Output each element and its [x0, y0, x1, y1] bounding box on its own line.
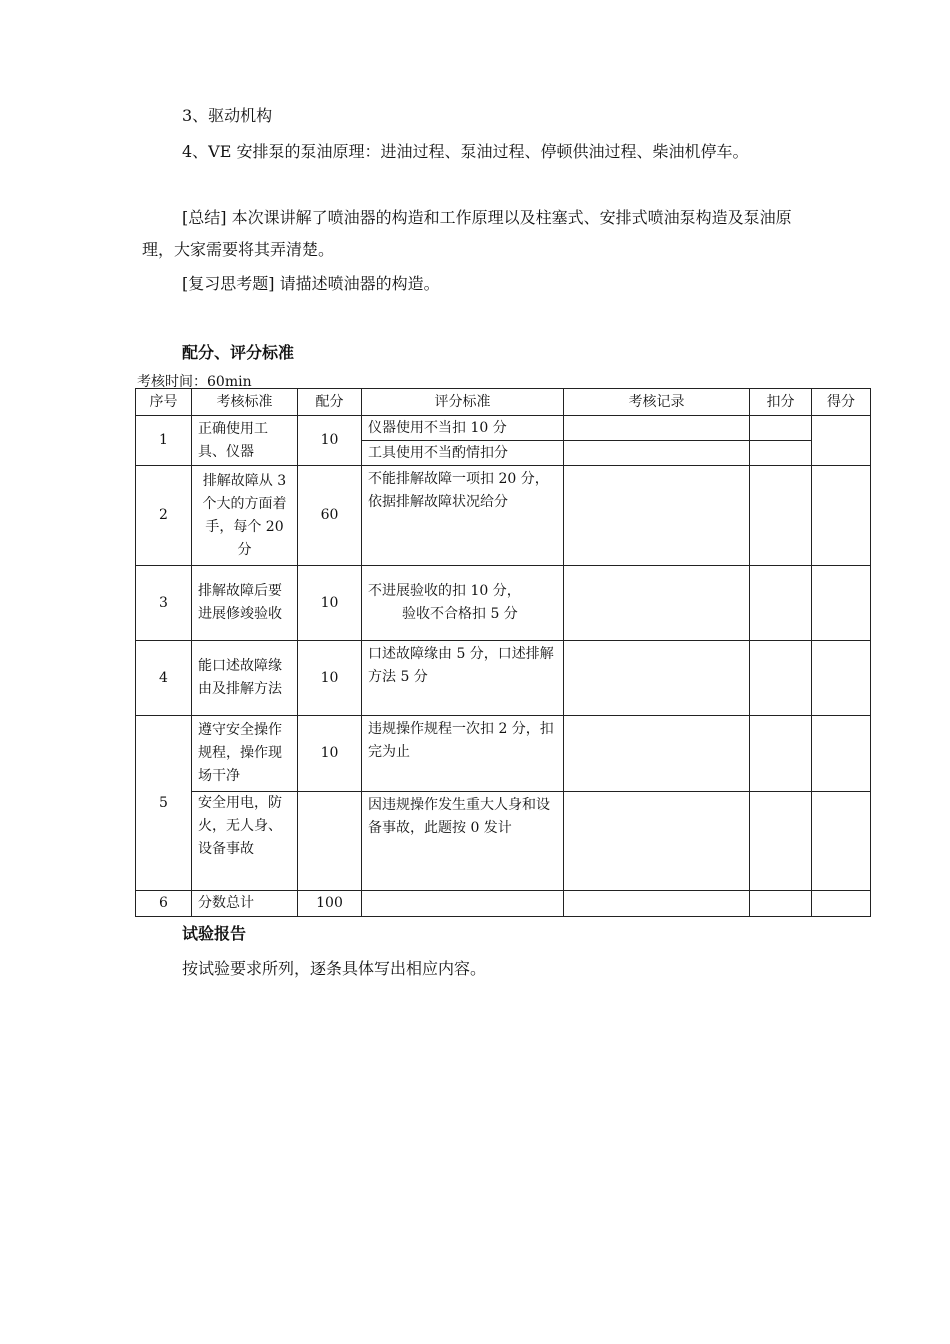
row-points: 10 — [298, 716, 362, 792]
row-standard: 分数总计 — [192, 891, 298, 917]
paragraph-ve-pump-principle: 4、VE 安排泵的泵油原理：进油过程、泵油过程、停顿供油过程、柴油机停车。 — [182, 142, 749, 161]
section-title-scoring: 配分、评分标准 — [182, 343, 295, 362]
table-row — [136, 416, 871, 441]
row-record — [564, 441, 750, 466]
row-criteria: 口述故障缘由 5 分，口述排解方法 5 分 — [362, 641, 564, 716]
table-header-row — [136, 389, 871, 416]
row-score — [812, 891, 871, 917]
table-row — [136, 641, 871, 716]
row-no: 1 — [136, 416, 192, 466]
header-deduction: 扣分 — [750, 389, 812, 416]
row-criteria: 不能排解故障一项扣 20 分，依据排解故障状况给分 — [362, 466, 564, 566]
header-criteria: 评分标准 — [362, 389, 564, 416]
row-record — [564, 891, 750, 917]
row-points: 10 — [298, 416, 362, 466]
row-deduction — [750, 466, 812, 566]
row-points: 10 — [298, 566, 362, 641]
row-score — [812, 641, 871, 716]
row-standard: 排解故障从 3 个大的方面着手，每个 20 分 — [192, 466, 298, 566]
row-score — [812, 566, 871, 641]
row-points: 60 — [298, 466, 362, 566]
row-no: 2 — [136, 466, 192, 566]
table-row — [136, 891, 871, 917]
row-standard: 安全用电，防火，无人身、设备事故 — [192, 792, 298, 891]
table-row — [136, 792, 871, 891]
row-deduction — [750, 891, 812, 917]
row-criteria: 违规操作规程一次扣 2 分，扣完为止 — [362, 716, 564, 792]
row-record — [564, 716, 750, 792]
row-no: 4 — [136, 641, 192, 716]
row-criteria: 工具使用不当酌情扣分 — [362, 441, 564, 466]
row-score — [812, 792, 871, 891]
row-standard: 排解故障后要进展修竣验收 — [192, 566, 298, 641]
row-record — [564, 566, 750, 641]
row-criteria-line: 不进展验收的扣 10 分， — [368, 583, 521, 599]
row-score — [812, 716, 871, 792]
table-row — [136, 716, 871, 792]
row-standard: 正确使用工具、仪器 — [192, 416, 298, 466]
row-deduction — [750, 716, 812, 792]
header-score: 得分 — [812, 389, 871, 416]
header-record: 考核记录 — [564, 389, 750, 416]
table-row — [136, 466, 871, 566]
row-score — [812, 416, 871, 466]
paragraph-review-question: [复习思考题] 请描述喷油器的构造。 — [182, 274, 440, 293]
row-deduction — [750, 441, 812, 466]
row-points: 10 — [298, 641, 362, 716]
row-no: 3 — [136, 566, 192, 641]
row-record — [564, 416, 750, 441]
header-points: 配分 — [298, 389, 362, 416]
row-deduction — [750, 792, 812, 891]
header-standard: 考核标准 — [192, 389, 298, 416]
paragraph-summary: [总结] 本次课讲解了喷油器的构造和工作原理以及柱塞式、安排式喷油泵构造及泵油原理，大家需要将其弄清楚。 — [142, 208, 792, 259]
paragraph-report-instructions: 按试验要求所列，逐条具体写出相应内容。 — [182, 959, 487, 978]
row-criteria: 仪器使用不当扣 10 分 — [362, 416, 564, 441]
row-criteria — [362, 891, 564, 917]
exam-time-label: 考核时间：60min — [137, 374, 252, 390]
row-deduction — [750, 641, 812, 716]
row-standard: 能口述故障缘由及排解方法 — [192, 641, 298, 716]
table-row — [136, 566, 871, 641]
row-record — [564, 792, 750, 891]
row-record — [564, 641, 750, 716]
row-no: 5 — [136, 716, 192, 891]
row-standard: 遵守安全操作规程，操作现场干净 — [192, 716, 298, 792]
scoring-table — [135, 388, 871, 917]
row-criteria-line: 验收不合格扣 5 分 — [402, 606, 518, 622]
row-points — [298, 792, 362, 891]
row-no: 6 — [136, 891, 192, 917]
row-deduction — [750, 416, 812, 441]
row-criteria: 因违规操作发生重大人身和设备事故，此题按 0 发计 — [362, 792, 564, 891]
row-deduction — [750, 566, 812, 641]
row-points: 100 — [298, 891, 362, 917]
paragraph-drive-mechanism: 3、驱动机构 — [182, 106, 273, 125]
header-no: 序号 — [136, 389, 192, 416]
row-record — [564, 466, 750, 566]
row-score — [812, 466, 871, 566]
row-criteria — [362, 566, 564, 641]
section-title-report: 试验报告 — [182, 924, 247, 943]
